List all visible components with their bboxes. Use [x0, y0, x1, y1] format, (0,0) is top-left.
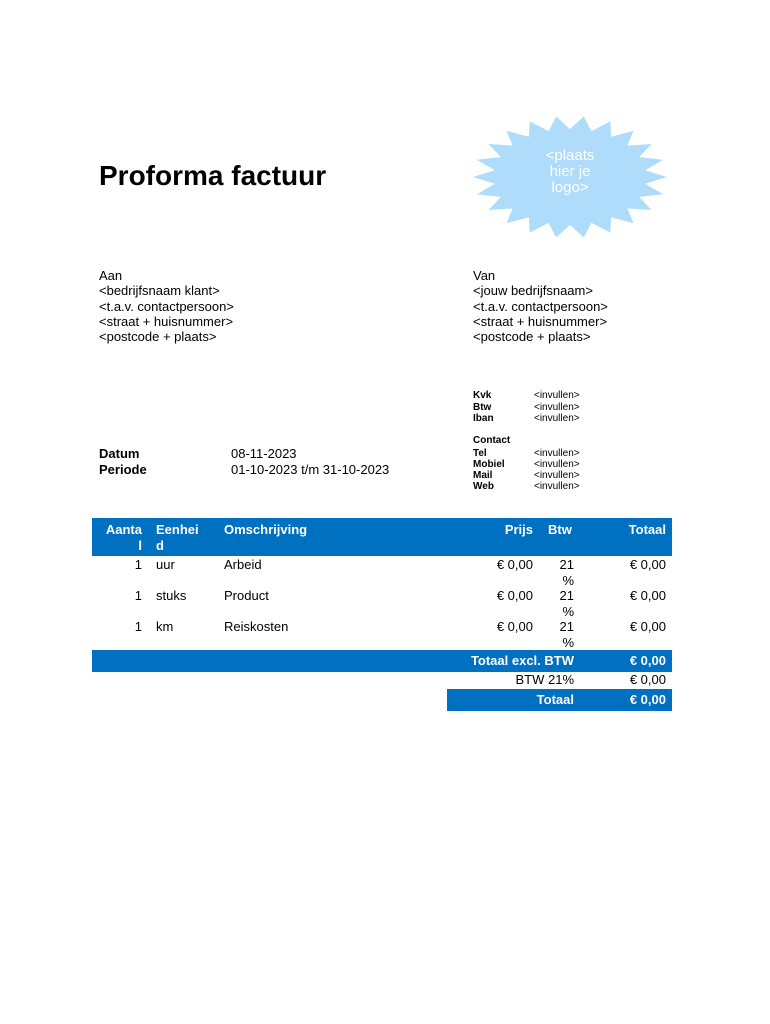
row-unit: uur [156, 557, 175, 572]
datum-value: 08-11-2023 [231, 446, 297, 461]
column-header-btw: Btw [548, 522, 572, 537]
iban-label: Iban [473, 413, 494, 424]
periode-label: Periode [99, 462, 147, 477]
btw-value: <invullen> [534, 401, 580, 413]
contact-heading: Contact [473, 435, 511, 446]
row-btw: 21 % [559, 557, 574, 588]
sender-street: <straat + huisnummer> [473, 313, 608, 329]
kvk-label: Kvk [473, 390, 492, 401]
tel-label: Tel [473, 448, 487, 459]
page-title: Proforma factuur [99, 160, 327, 191]
tel-value: <invullen> [534, 448, 580, 459]
web-value: <invullen> [534, 481, 580, 492]
iban-value: <invullen> [534, 413, 580, 424]
vat-value: € 0,00 [629, 672, 666, 687]
vat-label: BTW 21% [515, 672, 574, 687]
row-price: € 0,00 [496, 619, 533, 634]
row-description: Reiskosten [224, 619, 289, 634]
recipient-heading: Aan [99, 268, 123, 283]
sender-address [473, 268, 608, 344]
recipient-city: <postcode + plaats> [99, 329, 217, 345]
mobiel-label: Mobiel [473, 459, 505, 470]
subtotal-label: Totaal excl. BTW [470, 653, 574, 668]
periode-value: 01-10-2023 t/m 31-10-2023 [231, 462, 390, 477]
row-price: € 0,00 [496, 588, 533, 603]
mail-value: <invullen> [534, 470, 580, 481]
table-row [92, 557, 672, 588]
sender-heading: Van [473, 268, 496, 283]
row-total: € 0,00 [629, 588, 666, 603]
total-label: Totaal [536, 692, 574, 707]
subtotal-bar [92, 650, 672, 672]
row-price: € 0,00 [496, 557, 533, 572]
logo-placeholder [472, 115, 668, 240]
row-btw: 21 % [559, 588, 574, 619]
recipient-contact: <t.a.v. contactpersoon> [99, 298, 234, 314]
subtotal-value: € 0,00 [629, 653, 666, 668]
mobiel-value: <invullen> [534, 459, 580, 470]
logo-text-line: <plaats [545, 147, 595, 164]
vat-row [92, 672, 672, 689]
sender-contact: <t.a.v. contactpersoon> [473, 298, 608, 314]
table-row [92, 588, 672, 619]
datum-label: Datum [99, 446, 140, 461]
total-value: € 0,00 [629, 692, 666, 707]
row-btw: 21 % [559, 619, 574, 650]
web-label: Web [473, 481, 494, 492]
row-quantity: 1 [134, 619, 142, 634]
row-description: Product [224, 588, 269, 603]
kvk-value: <invullen> [534, 390, 580, 401]
logo-text-line: hier je [549, 163, 591, 180]
row-description: Arbeid [224, 557, 262, 572]
row-total: € 0,00 [629, 619, 666, 634]
column-header-aantal: Aanta l [105, 522, 142, 553]
recipient-company: <bedrijfsnaam klant> [99, 283, 220, 299]
table-row [92, 619, 672, 650]
column-header-omschrijving: Omschrijving [224, 522, 308, 537]
sender-city: <postcode + plaats> [473, 329, 591, 345]
row-quantity: 1 [134, 557, 142, 572]
table-header [92, 518, 672, 556]
logo-text-line: logo> [551, 179, 589, 196]
column-header-prijs: Prijs [504, 522, 533, 537]
column-header-eenheid: Eenhei d [156, 522, 199, 553]
recipient-street: <straat + huisnummer> [99, 313, 234, 329]
recipient-address [99, 268, 234, 344]
column-header-totaal: Totaal [628, 522, 666, 537]
row-unit: stuks [156, 588, 187, 603]
row-quantity: 1 [134, 588, 142, 603]
row-total: € 0,00 [629, 557, 666, 572]
invoice-meta [99, 446, 439, 480]
total-bar [447, 689, 672, 711]
sender-company: <jouw bedrijfsnaam> [473, 283, 593, 299]
row-unit: km [156, 619, 174, 634]
company-info [473, 390, 673, 500]
btw-label: Btw [473, 401, 492, 413]
mail-label: Mail [473, 470, 493, 481]
